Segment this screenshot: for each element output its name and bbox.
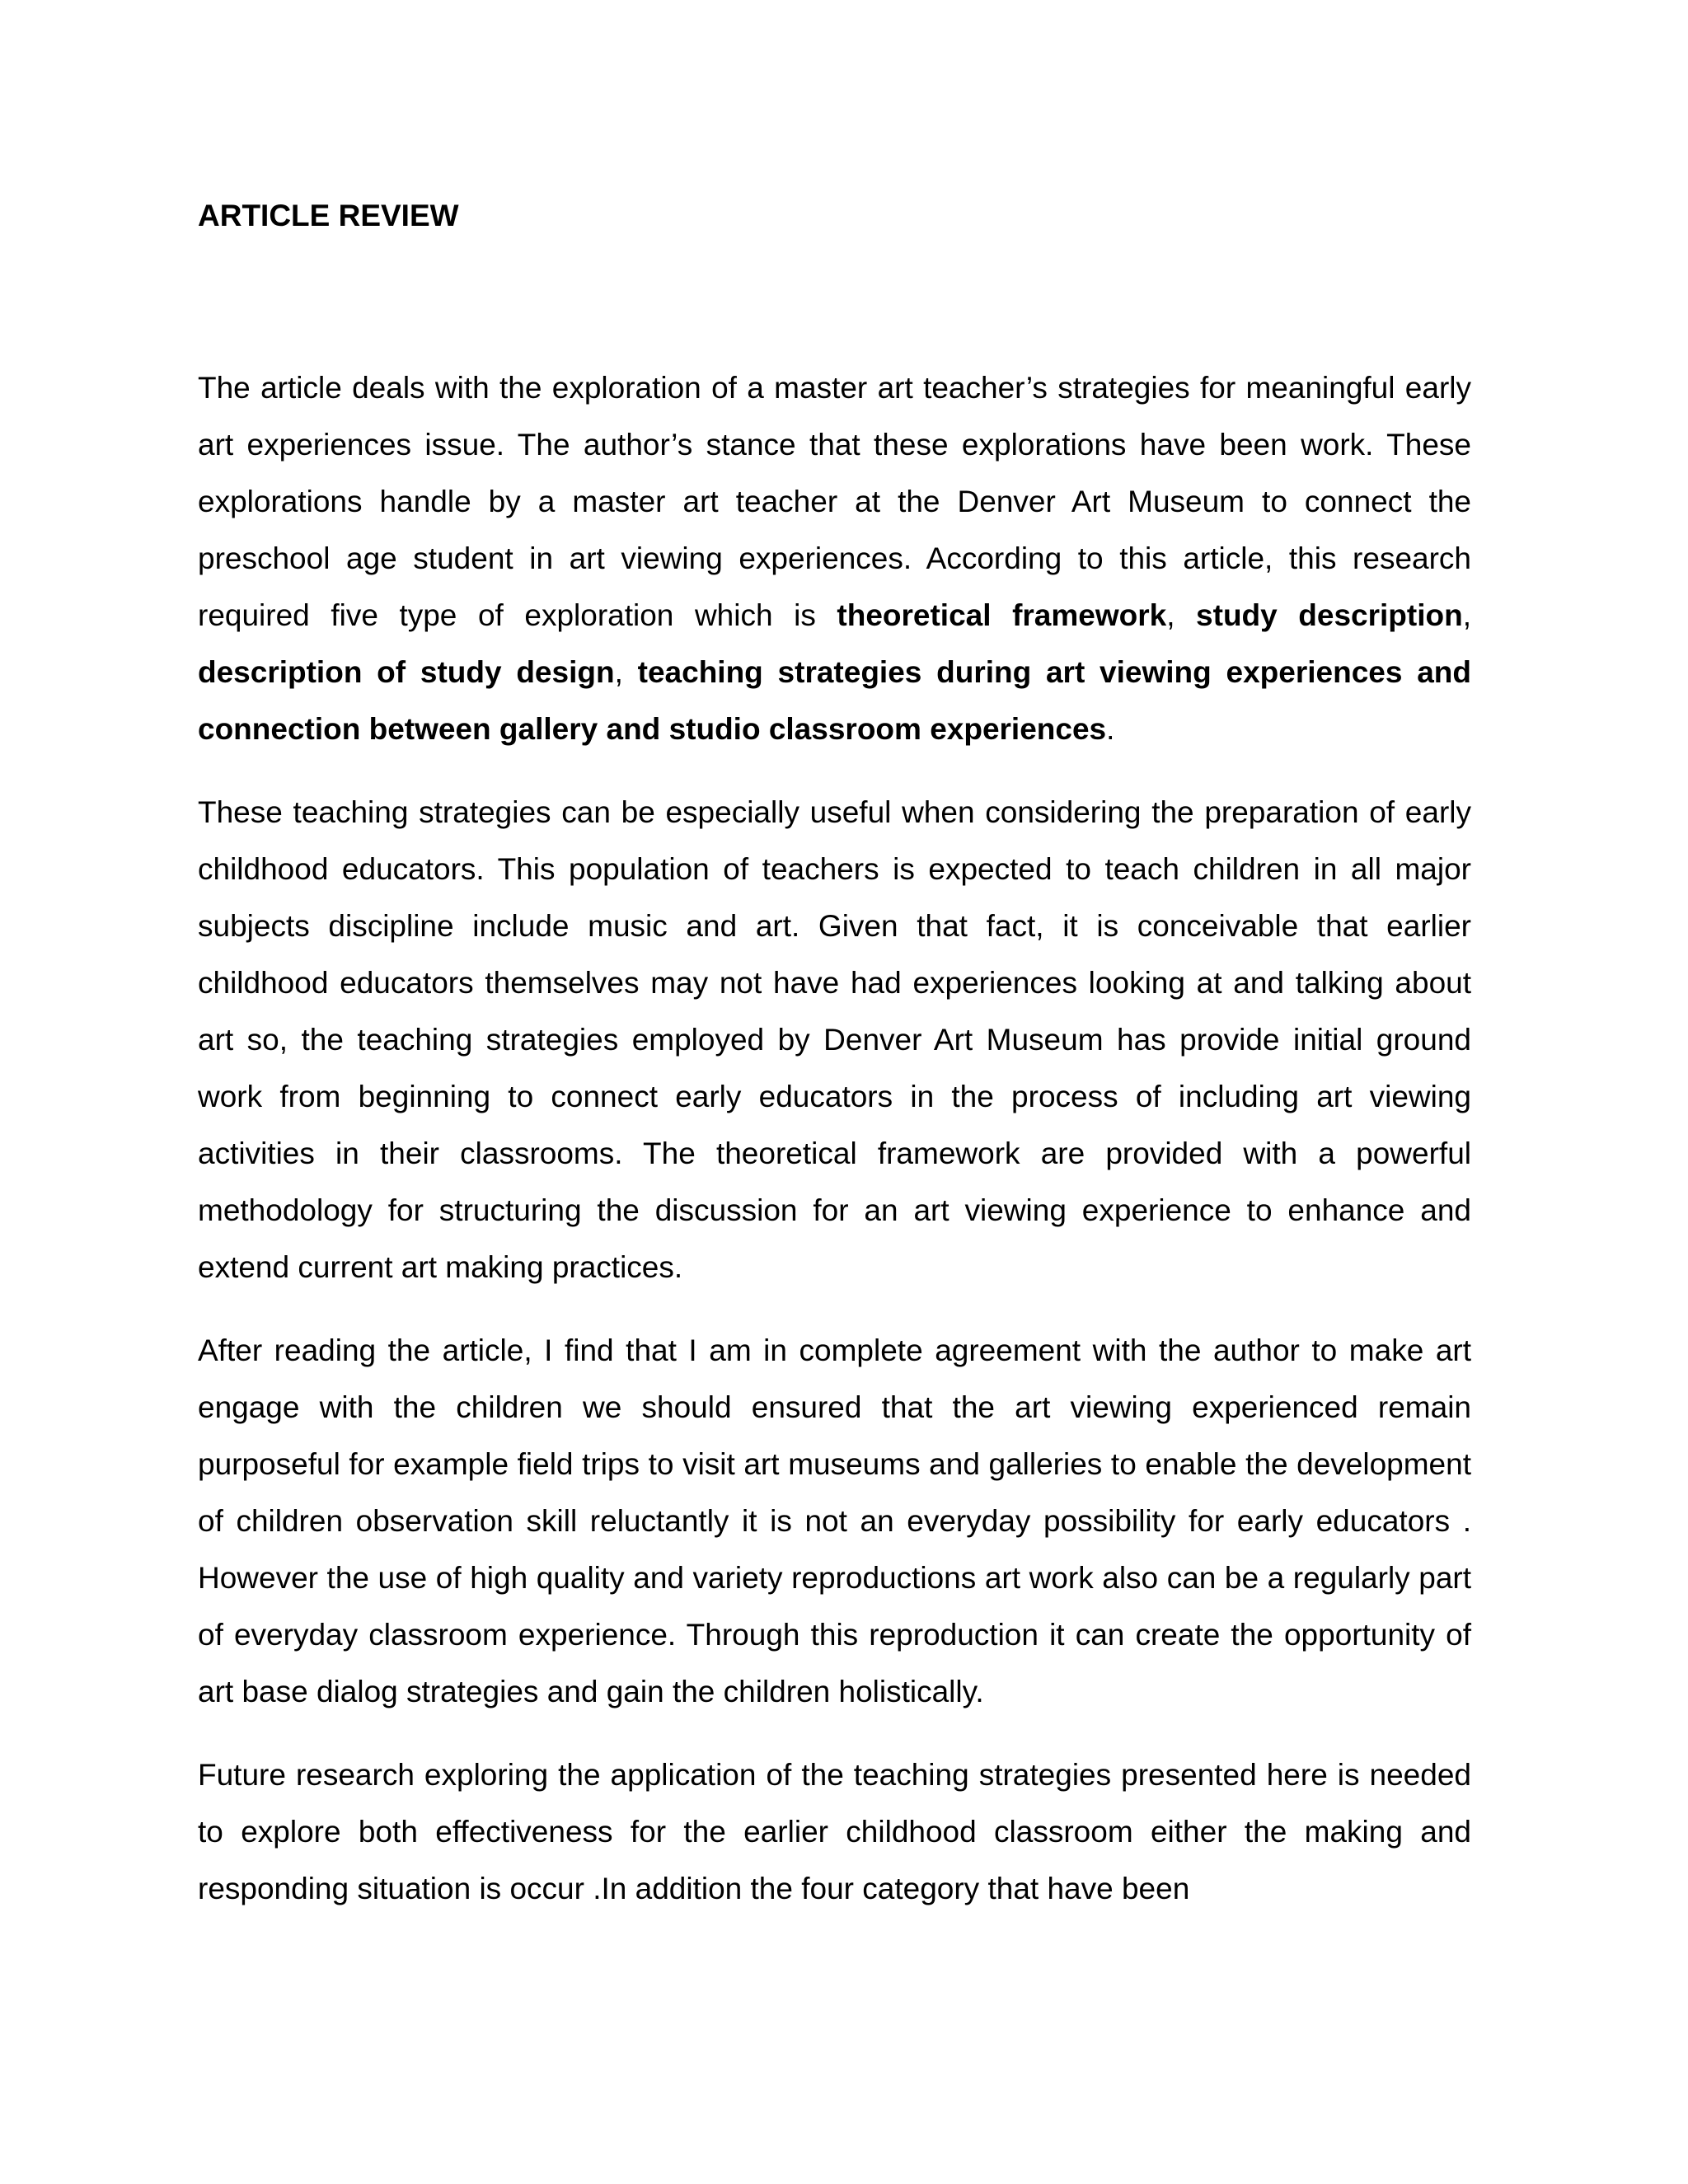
paragraph-text: These teaching strategies can be especially useful when considering the preparation of early childhood educators. This population of teachers is expected to teach children in all major subjects discipline include music and art. Given that fact, it is conceivable that earlier childhood educators themselves may not have had experiences looking at and talking about art so, the teaching strategies employed by Denver Art Museum has provide initial ground work from beginning to connect early educators in the process of including art viewing activities in their classrooms. The theoretical framework are provided with a powerful methodology for structuring the discussion for an art viewing experience to enhance and extend current art making practices.	[198, 795, 1471, 1284]
bold-term-theoretical-framework: theoretical framework	[837, 598, 1167, 632]
separator: ,	[1166, 598, 1197, 632]
document-body	[198, 359, 1471, 1943]
paragraph-text: The article deals with the exploration of a master art teacher’s strategies for meaningful early art experiences issue. The author’s stance that these explorations have been work. These explorations handle by a master art teacher at the Denver Art Museum to connect the preschool age student in art viewing experiences. According to this article, this research required five type of exploration which is	[198, 371, 1471, 632]
bold-term-study-design: description of study design	[198, 655, 615, 689]
separator: ,	[1462, 598, 1471, 632]
separator: ,	[614, 655, 638, 689]
paragraph-2	[198, 784, 1471, 1296]
bold-term-teaching-strategies: teaching strategies during art viewing experiences and connection between gallery and studio classroom experiences	[198, 655, 1471, 746]
paragraph-text: After reading the article, I find that I am in complete agreement with the author to make art engage with the children we should ensured that the art viewing experienced remain purposeful for example field trips to visit art museums and galleries to enable the development of children observation skill reluctantly it is not an everyday possibility for early educators . However the use of high quality and variety reproductions art work also can be a regularly part of everyday classroom experience. Through this reproduction it can create the opportunity of art base dialog strategies and gain the children holistically.	[198, 1333, 1471, 1708]
paragraph-1	[198, 359, 1471, 757]
paragraph-3	[198, 1322, 1471, 1720]
document-title: ARTICLE REVIEW	[198, 199, 459, 232]
paragraph-4	[198, 1746, 1471, 1917]
bold-term-study-description: study description	[1196, 598, 1463, 632]
paragraph-text: Future research exploring the application of the teaching strategies presented here is needed to explore both effectiveness for the earlier childhood classroom either the making and responding situation is occur .In addition the four category that have been	[198, 1758, 1471, 1905]
paragraph-end: .	[1106, 712, 1115, 746]
